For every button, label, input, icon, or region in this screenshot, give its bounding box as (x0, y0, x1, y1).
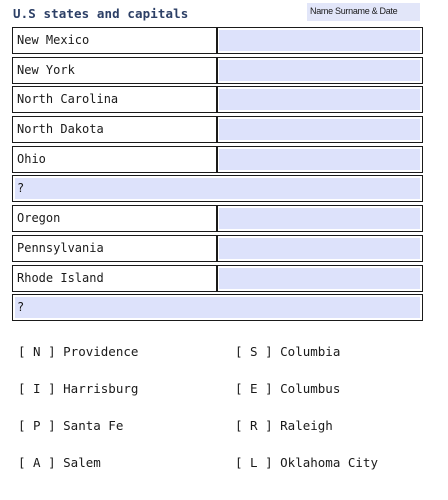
table-row (12, 57, 422, 87)
state-name: North Dakota (17, 122, 104, 137)
table-row (12, 27, 422, 57)
capital-answer-field[interactable] (219, 208, 420, 229)
state-cell (12, 205, 218, 232)
answer-option: [ L ] Oklahoma City (235, 455, 378, 470)
table-row (12, 86, 422, 116)
capital-answer-field[interactable] (219, 30, 420, 51)
answer-option: [ E ] Columbus (235, 381, 341, 396)
name-date-field[interactable]: Name Surname & Date (307, 3, 420, 21)
answer-row (18, 455, 438, 492)
table-row (12, 146, 422, 176)
capital-cell[interactable] (216, 57, 423, 84)
capital-answer-field[interactable] (219, 268, 420, 289)
capital-answer-field[interactable] (219, 119, 420, 140)
missing-state-field[interactable]: ? (15, 178, 420, 199)
table-row (12, 265, 422, 295)
table-row (12, 294, 422, 324)
capital-answer-field[interactable] (219, 238, 420, 259)
answer-options (18, 344, 438, 492)
answer-option: [ I ] Harrisburg (18, 381, 139, 396)
table-row (12, 235, 422, 265)
state-cell (12, 265, 218, 292)
state-name: Oregon (17, 211, 61, 226)
state-cell (12, 57, 218, 84)
answer-option: [ A ] Salem (18, 455, 101, 470)
answer-option: [ R ] Raleigh (235, 418, 333, 433)
missing-state-cell[interactable] (12, 175, 423, 202)
capital-cell[interactable] (216, 86, 423, 113)
capital-answer-field[interactable] (219, 60, 420, 81)
state-cell (12, 27, 218, 54)
answer-row (18, 381, 438, 418)
state-name: Ohio (17, 151, 46, 166)
table-row (12, 116, 422, 146)
state-name: Rhode Island (17, 270, 104, 285)
answer-option: [ P ] Santa Fe (18, 418, 124, 433)
answer-option: [ S ] Columbia (235, 344, 341, 359)
answer-row (18, 418, 438, 455)
capital-cell[interactable] (216, 116, 423, 143)
answer-row (18, 344, 438, 381)
table-row (12, 175, 422, 205)
state-cell (12, 86, 218, 113)
capital-answer-field[interactable] (219, 149, 420, 170)
state-cell (12, 235, 218, 262)
missing-state-field[interactable]: ? (15, 297, 420, 318)
worksheet-title: U.S states and capitals (13, 6, 189, 21)
capital-cell[interactable] (216, 205, 423, 232)
table-row (12, 205, 422, 235)
answer-option: [ N ] Providence (18, 344, 139, 359)
state-cell (12, 116, 218, 143)
state-cell (12, 146, 218, 173)
capital-cell[interactable] (216, 146, 423, 173)
state-name: New Mexico (17, 33, 90, 47)
capital-cell[interactable] (216, 27, 423, 54)
states-table (12, 27, 422, 324)
capital-cell[interactable] (216, 265, 423, 292)
capital-cell[interactable] (216, 235, 423, 262)
state-name: New York (17, 62, 75, 77)
state-name: North Carolina (17, 92, 119, 107)
capital-answer-field[interactable] (219, 89, 420, 110)
state-name: Pennsylvania (17, 240, 104, 255)
missing-state-cell[interactable] (12, 294, 423, 321)
